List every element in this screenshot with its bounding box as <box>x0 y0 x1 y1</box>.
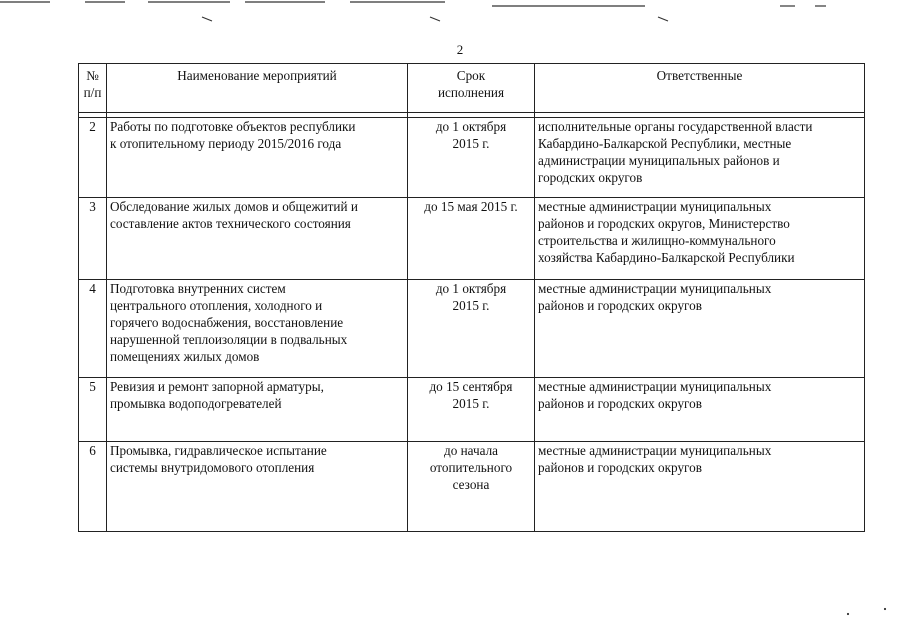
responsible: исполнительные органы государственной власти Кабардино-Балкарской Республики, местные администрации муниципальных районов и городских округов <box>535 118 865 198</box>
deadline: до 1 октября 2015 г. <box>408 118 535 198</box>
deadline: до 1 октября 2015 г. <box>408 280 535 378</box>
scan-artifact-lines <box>0 0 905 30</box>
table-row <box>79 198 865 280</box>
row-number: 6 <box>79 442 107 532</box>
deadline: до 15 сентября 2015 г. <box>408 378 535 442</box>
table-row <box>79 280 865 378</box>
table-row <box>79 118 865 198</box>
table-header-row <box>79 64 865 113</box>
row-number: 5 <box>79 378 107 442</box>
row-number: 4 <box>79 280 107 378</box>
responsible: местные администрации муниципальных районов и городских округов, Министерство строительства и жилищно-коммунального хозяйства Кабардино-Балкарской Республики <box>535 198 865 280</box>
event-name: Подготовка внутренних систем центрального отопления, холодного и горячего водоснабжения, восстановление нарушенной теплоизоляции в подвальных помещениях жилых домов <box>107 280 408 378</box>
deadline: до 15 мая 2015 г. <box>408 198 535 280</box>
responsible: местные администрации муниципальных районов и городских округов <box>535 280 865 378</box>
header-deadline: Срок исполнения <box>408 64 535 113</box>
event-name: Работы по подготовке объектов республики к отопительному периоду 2015/2016 года <box>107 118 408 198</box>
responsible: местные администрации муниципальных районов и городских округов <box>535 442 865 532</box>
deadline: до начала отопительного сезона <box>408 442 535 532</box>
row-number: 3 <box>79 198 107 280</box>
scan-artifact-dots <box>840 605 890 619</box>
header-event-name: Наименование мероприятий <box>107 64 408 113</box>
row-number: 2 <box>79 118 107 198</box>
event-name: Обследование жилых домов и общежитий и составление актов технического состояния <box>107 198 408 280</box>
event-name: Промывка, гидравлическое испытание системы внутридомового отопления <box>107 442 408 532</box>
table-row <box>79 378 865 442</box>
events-table <box>78 63 865 532</box>
event-name: Ревизия и ремонт запорной арматуры, промывка водоподогревателей <box>107 378 408 442</box>
table-row <box>79 442 865 532</box>
responsible: местные администрации муниципальных районов и городских округов <box>535 378 865 442</box>
header-responsible: Ответственные <box>535 64 865 113</box>
header-number: № п/п <box>79 64 107 113</box>
page-number: 2 <box>456 42 464 57</box>
